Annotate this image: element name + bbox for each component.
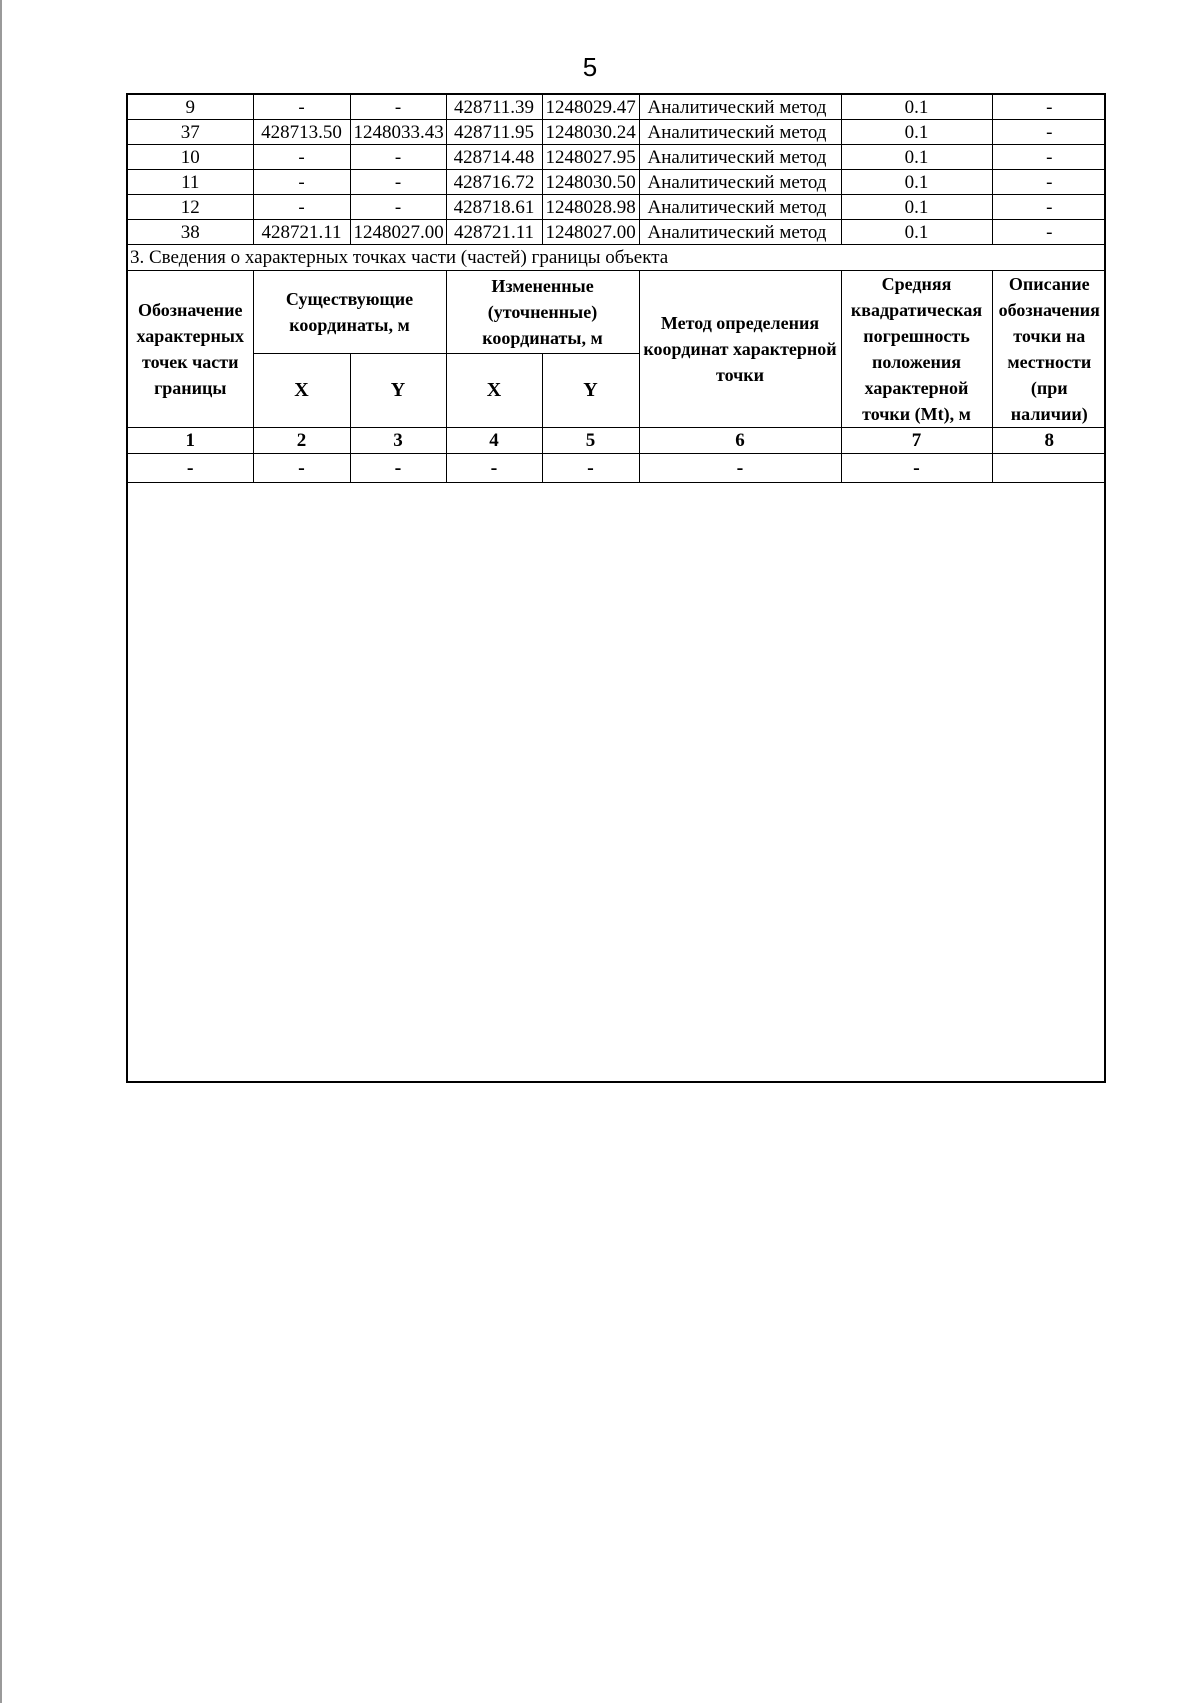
empty-cell: -	[542, 454, 639, 483]
existing-y: -	[350, 95, 446, 120]
description: -	[992, 120, 1106, 145]
table-row	[128, 220, 1106, 245]
changed-x: 428716.72	[446, 170, 542, 195]
existing-x: 428721.11	[253, 220, 350, 245]
changed-x: 428721.11	[446, 220, 542, 245]
column-number: 3	[350, 428, 446, 454]
table-row	[128, 170, 1106, 195]
table-row	[128, 120, 1106, 145]
existing-y: -	[350, 170, 446, 195]
existing-x: 428713.50	[253, 120, 350, 145]
existing-y: 1248033.43	[350, 120, 446, 145]
changed-x: 428711.39	[446, 95, 542, 120]
column-number: 4	[446, 428, 542, 454]
existing-x: -	[253, 95, 350, 120]
table-row	[128, 95, 1106, 120]
accuracy: 0.1	[841, 195, 992, 220]
point-number: 9	[128, 95, 253, 120]
header-method: Метод определения координат характерной точки	[639, 271, 841, 428]
existing-x: -	[253, 170, 350, 195]
page-number: 5	[582, 52, 598, 82]
point-number: 10	[128, 145, 253, 170]
existing-y: -	[350, 145, 446, 170]
empty-cell: -	[841, 454, 992, 483]
header-accuracy: Средняя квадратическая погрешность положения характерной точки (Mt), м	[841, 271, 992, 428]
accuracy: 0.1	[841, 145, 992, 170]
existing-x: -	[253, 145, 350, 170]
changed-y: 1248028.98	[542, 195, 639, 220]
changed-y: 1248029.47	[542, 95, 639, 120]
changed-x: 428718.61	[446, 195, 542, 220]
column-number: 2	[253, 428, 350, 454]
changed-y: 1248030.50	[542, 170, 639, 195]
header-designation: Обозначение характерных точек части границы	[128, 271, 253, 428]
point-number: 11	[128, 170, 253, 195]
column-number: 1	[128, 428, 253, 454]
empty-cell	[992, 454, 1106, 483]
accuracy: 0.1	[841, 220, 992, 245]
header-description: Описание обозначения точки на местности (при наличии)	[992, 271, 1106, 428]
changed-y: 1248030.24	[542, 120, 639, 145]
point-number: 37	[128, 120, 253, 145]
changed-y: 1248027.95	[542, 145, 639, 170]
column-number: 7	[841, 428, 992, 454]
header-existing-coords: Существующие координаты, м	[253, 271, 446, 354]
header-changed-coords: Измененные (уточненные) координаты, м	[446, 271, 639, 354]
empty-cell: -	[446, 454, 542, 483]
section-3-title: 3. Сведения о характерных точках части (частей) границы объекта	[128, 245, 1106, 271]
existing-x: -	[253, 195, 350, 220]
method: Аналитический метод	[639, 145, 841, 170]
column-number: 5	[542, 428, 639, 454]
accuracy: 0.1	[841, 95, 992, 120]
point-number: 12	[128, 195, 253, 220]
method: Аналитический метод	[639, 95, 841, 120]
empty-cell: -	[128, 454, 253, 483]
changed-x: 428714.48	[446, 145, 542, 170]
table-row	[128, 454, 1106, 483]
description: -	[992, 95, 1106, 120]
header-existing-y: Y	[350, 353, 446, 427]
description: -	[992, 170, 1106, 195]
header-row	[128, 271, 1106, 354]
accuracy: 0.1	[841, 170, 992, 195]
description: -	[992, 145, 1106, 170]
method: Аналитический метод	[639, 220, 841, 245]
column-number: 6	[639, 428, 841, 454]
column-number-row	[128, 428, 1106, 454]
empty-cell: -	[639, 454, 841, 483]
method: Аналитический метод	[639, 120, 841, 145]
description: -	[992, 195, 1106, 220]
section-3-title-row	[128, 245, 1106, 271]
existing-y: 1248027.00	[350, 220, 446, 245]
method: Аналитический метод	[639, 195, 841, 220]
column-number: 8	[992, 428, 1106, 454]
existing-y: -	[350, 195, 446, 220]
description: -	[992, 220, 1106, 245]
changed-y: 1248027.00	[542, 220, 639, 245]
table-row	[128, 145, 1106, 170]
empty-cell: -	[350, 454, 446, 483]
header-existing-x: X	[253, 353, 350, 427]
changed-x: 428711.95	[446, 120, 542, 145]
accuracy: 0.1	[841, 120, 992, 145]
coordinates-table	[128, 95, 1106, 483]
header-changed-x: X	[446, 353, 542, 427]
point-number: 38	[128, 220, 253, 245]
scan-edge-line	[0, 0, 2, 1703]
boundary-points-sheet	[126, 93, 1106, 1083]
method: Аналитический метод	[639, 170, 841, 195]
table-row	[128, 195, 1106, 220]
empty-cell: -	[253, 454, 350, 483]
header-changed-y: Y	[542, 353, 639, 427]
